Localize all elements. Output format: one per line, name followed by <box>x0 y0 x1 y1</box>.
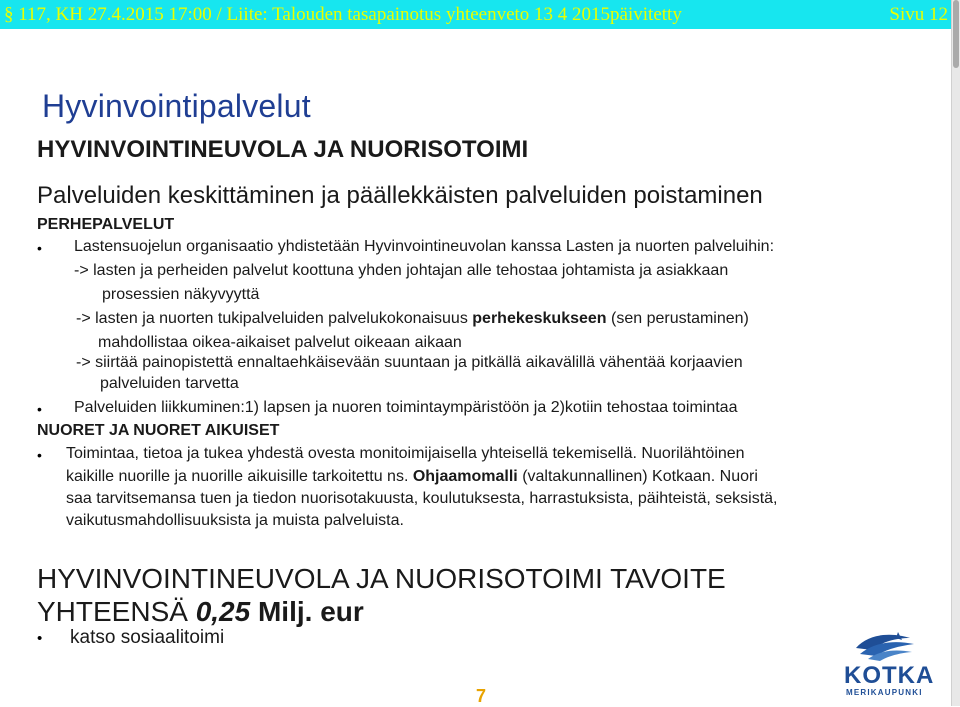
arrow-line-2-cont: mahdollistaa oikea-aikaiset palvelut oikeaan aikaan <box>98 334 462 351</box>
page-number: 7 <box>476 686 487 706</box>
kotka-logo <box>838 628 935 700</box>
arrow-line-1-cont: prosessien näkyvyyttä <box>102 286 260 303</box>
vertical-scrollbar[interactable] <box>951 0 960 706</box>
arrow-line-1: -> lasten ja perheiden palvelut koottuna yhden johtajan alle tehostaa johtamista ja asiakkaan <box>74 262 729 279</box>
nuoret-line-3: saa tarvitsemansa tuen ja tiedon nuorisotakuusta, koulutuksesta, harrastuksista, päihteistä, seksistä, <box>66 490 778 507</box>
perhepalvelut-bullet-1: Lastensuojelun organisaatio yhdistetään Hyvinvointineuvolan kanssa Lasten ja nuorten palveluihin: <box>74 238 775 255</box>
arrow-line-2: -> lasten ja nuorten tukipalveluiden palvelukokonaisuus perhekeskukseen (sen perustaminen) <box>76 310 749 327</box>
ohjaamomalli-bold: Ohjaamomalli <box>412 468 518 485</box>
bullet-icon: • <box>37 447 42 463</box>
perhepalvelut-bullet-2: Palveluiden liikkuminen:1) lapsen ja nuoren toimintaympäristöön ja 2)kotiin tehostaa toimintaa <box>74 399 738 416</box>
sub-heading: Palveluiden keskittäminen ja päällekkäisten palveluiden poistaminen <box>37 182 763 209</box>
nuoret-line-4: vaikutusmahdollisuuksista ja muista palveluista. <box>66 512 404 529</box>
bullet-icon: • <box>37 240 42 256</box>
target-total: YHTEENSÄ 0,25 Milj. eur <box>37 596 364 627</box>
nuoret-line-1: Toimintaa, tietoa ja tukea yhdestä ovesta monitoimijaisella yhteisellä tekemisellä. Nuorilähtöinen <box>66 445 745 462</box>
perhekeskus-bold: perhekeskukseen <box>472 310 607 327</box>
header-document-info: § 117, KH 27.4.2015 17:00 / Liite: Talouden tasapainotus yhteenveto 13 4 2015päivitetty <box>4 4 682 25</box>
target-value: 0,25 <box>195 596 251 627</box>
scrollbar-thumb[interactable] <box>953 0 959 68</box>
slide-title: Hyvinvointipalvelut <box>42 88 311 124</box>
bullet-icon: • <box>37 630 43 647</box>
section-heading: HYVINVOINTINEUVOLA JA NUORISOTOIMI <box>37 136 529 163</box>
nuoret-line-2: kaikille nuorille ja nuorille aikuisille tarkoitettu ns. Ohjaamomalli (valtakunnallinen) Kotkaan. Nuori <box>66 468 758 485</box>
bullet-icon: • <box>37 401 42 417</box>
header-page-label: Sivu 12 <box>889 4 948 25</box>
nuoret-label: NUORET JA NUORET AIKUISET <box>37 422 280 439</box>
target-unit: Milj. eur <box>250 596 364 627</box>
perhepalvelut-label: PERHEPALVELUT <box>37 216 175 233</box>
logo-name: KOTKA <box>844 662 935 689</box>
arrow-line-3: -> siirtää painopistettä ennaltaehkäisevään suuntaan ja pitkällä aikavälillä vähentää korjaavien <box>76 354 743 371</box>
target-heading: HYVINVOINTINEUVOLA JA NUORISOTOIMI TAVOITE <box>37 563 726 594</box>
target-bullet: katso sosiaalitoimi <box>70 627 225 648</box>
logo-sub: MERIKAUPUNKI <box>846 688 923 697</box>
arrow-line-3-cont: palveluiden tarvetta <box>100 375 239 392</box>
